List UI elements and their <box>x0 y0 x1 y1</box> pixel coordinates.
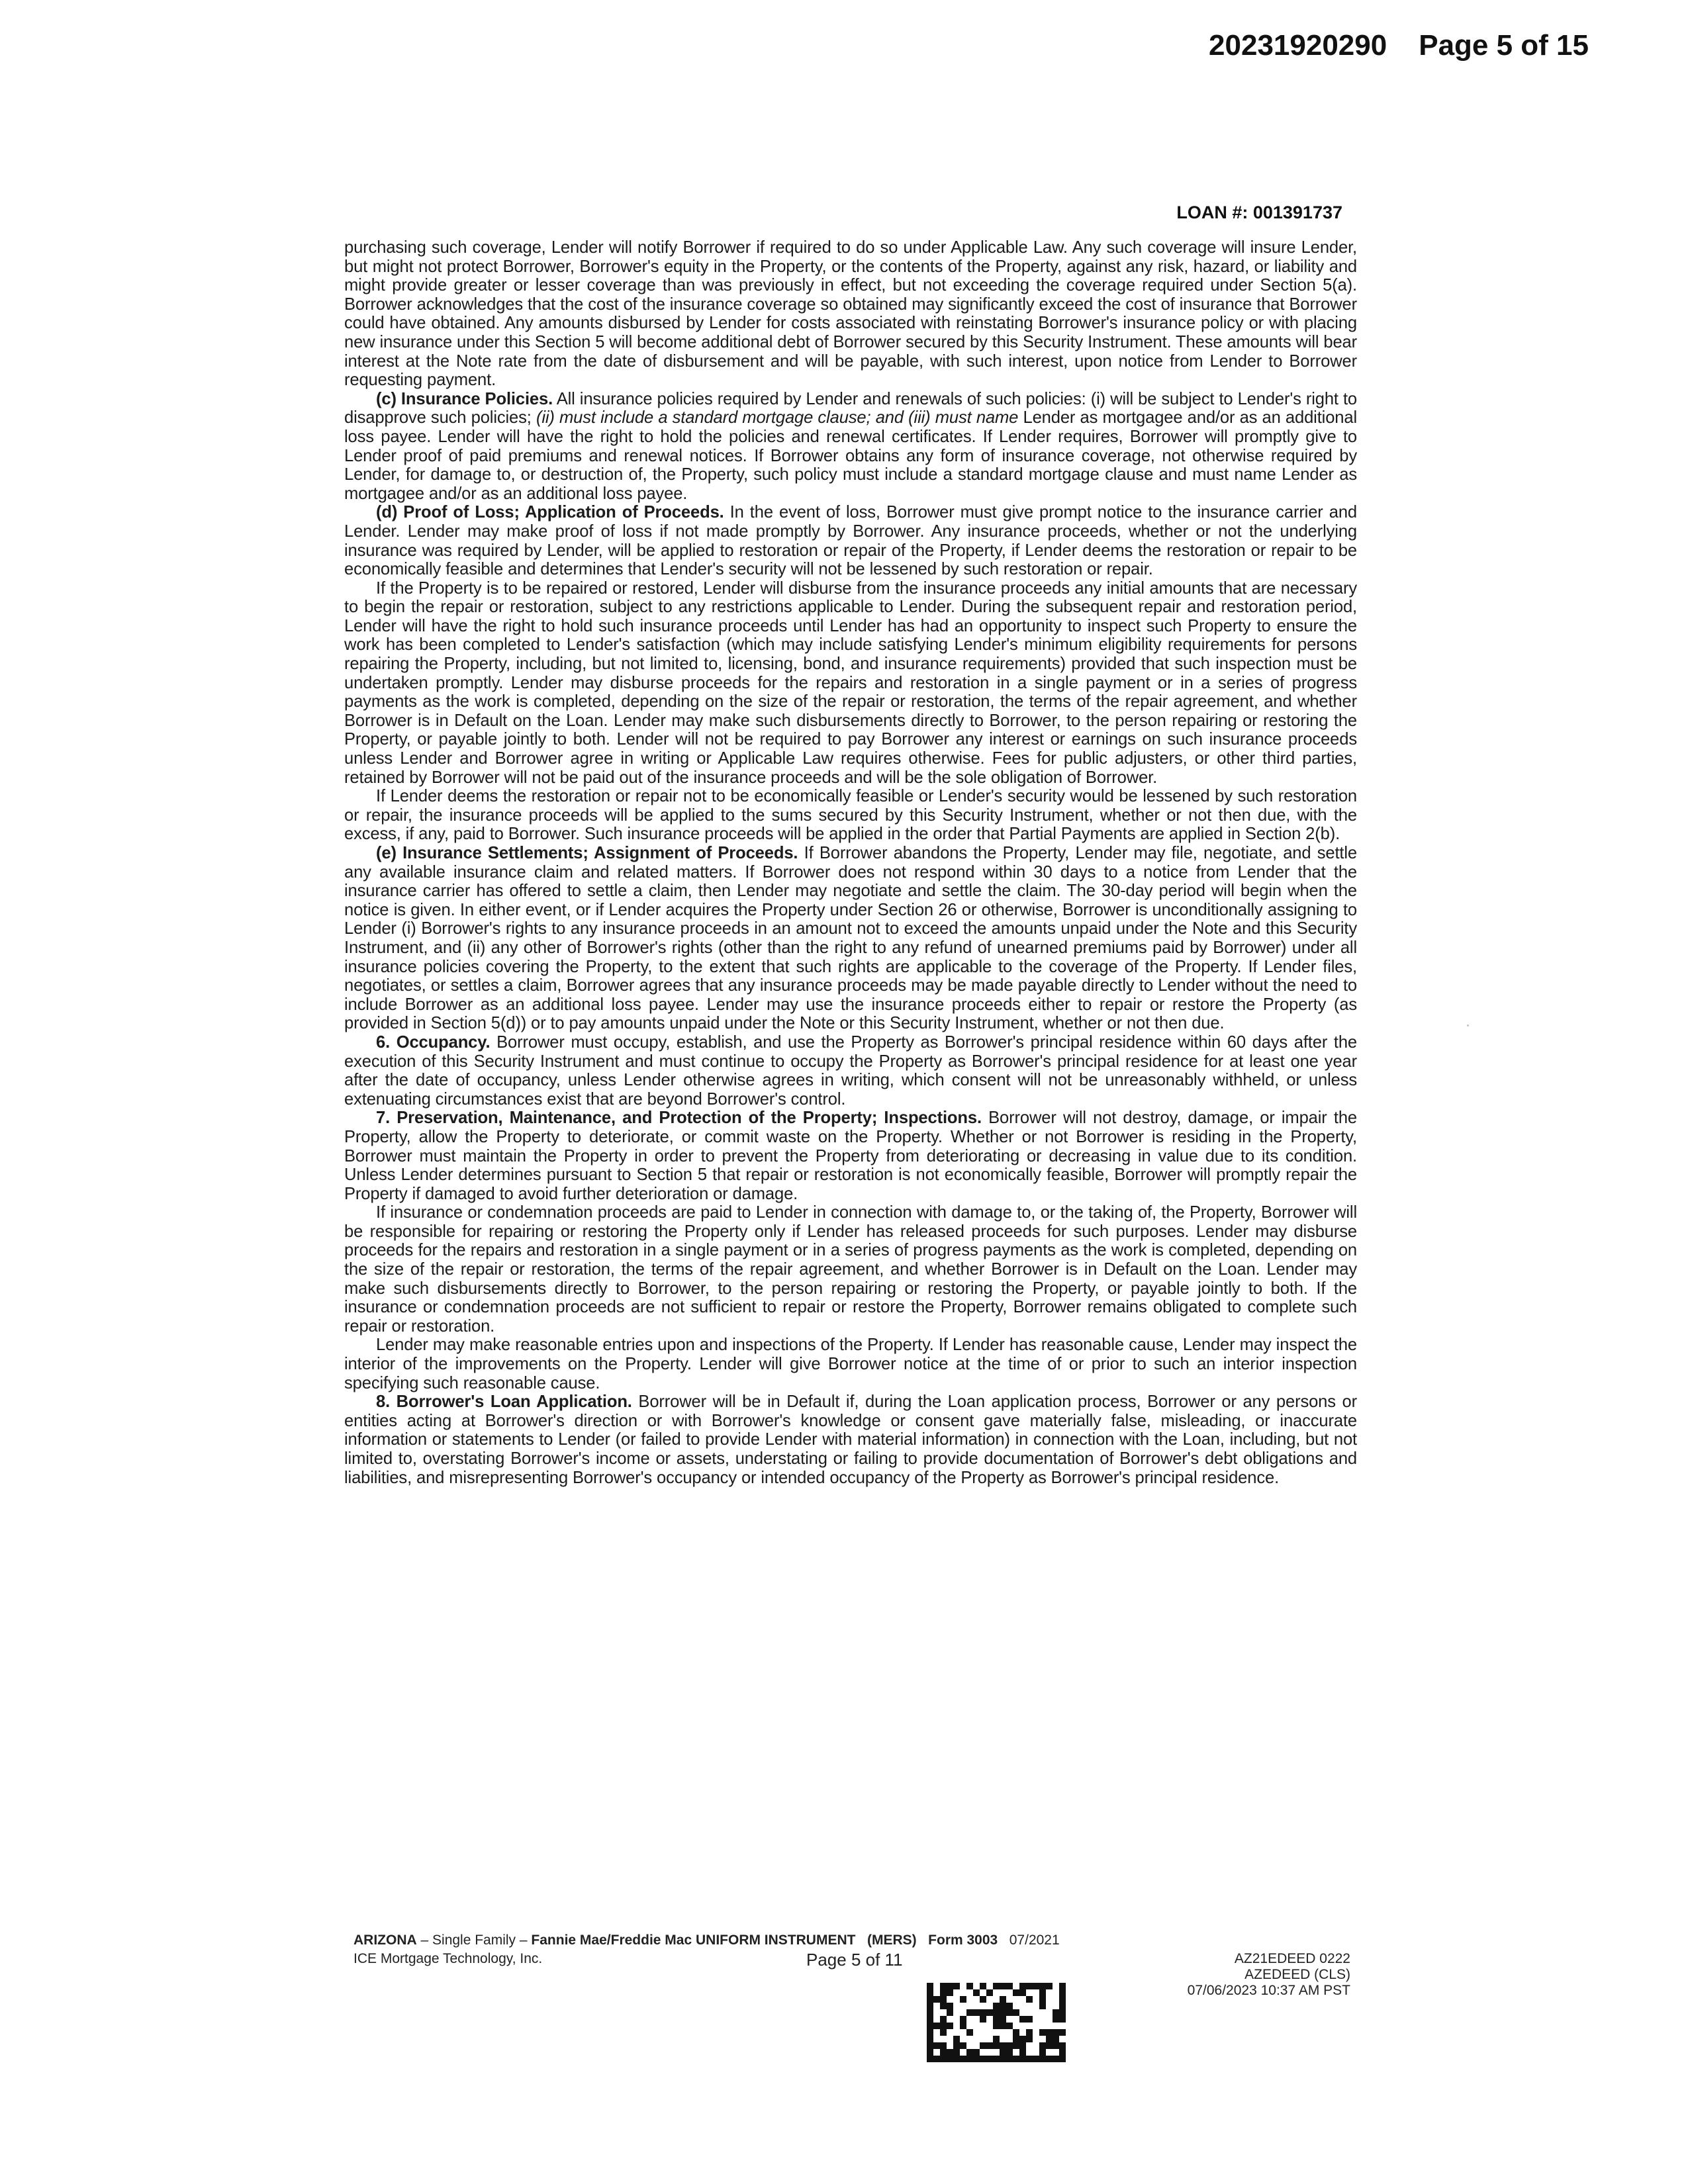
company-name: ICE Mortgage Technology, Inc. <box>353 1951 543 1966</box>
section-7: 7. Preservation, Maintenance, and Protection of the Property; Inspections. Borrower will not destroy, damage, or impair the Property, allow the Property to deteriorate, or commit waste on the Property. Whether or not Borrower is residing in the Property, Borrower must maintain the Property in order to prevent the Property from deteriorating or decreasing in value due to its condition. Unless Lender determines pursuant to Section 5 that repair or restoration is not economically feasible, Borrower will promptly repair the Property if damaged to avoid further deterioration or damage. <box>344 1109 1357 1203</box>
section-heading: (c) Insurance Policies. <box>376 389 553 408</box>
paragraph-condemnation: If insurance or condemnation proceeds are paid to Lender in connection with damage to, or the taking of, the Property, Borrower will be responsible for repairing or restoring the Property only if Lender has released proceeds for such purposes. Lender may disburse proceeds for the repairs and restoration in a single payment or in a series of progress payments as the work is completed, depending on the size of the repair or restoration, the terms of the repair agreement, and whether Borrower is in Default on the Loan. Lender may make such disbursements directly to Borrower, to the person repairing or restoring the Property, or payable jointly to both. If the insurance or condemnation proceeds are not sufficient to repair or restore the Property, Borrower remains obligated to complete such repair or restoration. <box>344 1203 1357 1336</box>
document-body <box>344 238 1357 1487</box>
section-heading: (e) Insurance Settlements; Assignment of Proceeds. <box>376 844 798 862</box>
scan-artifact <box>1467 1024 1469 1026</box>
form-codes: AZ21EDEED 0222 AZEDEED (CLS) 07/06/2023 10:37 AM PST <box>1187 1951 1350 1998</box>
section-6: 6. Occupancy. Borrower must occupy, establish, and use the Property as Borrower's principal residence within 60 days after the execution of this Security Instrument and must continue to occupy the Property as Borrower's principal residence for at least one year after the date of occupancy, unless Lender otherwise agrees in writing, which consent will not be unreasonably withheld, or unless extenuating circumstances exist that are beyond Borrower's control. <box>344 1032 1357 1109</box>
section-5e: (e) Insurance Settlements; Assignment of Proceeds. If Borrower abandons the Property, Lender may file, negotiate, and settle any available insurance claim and related matters. If Borrower does not respond within 30 days to a notice from Lender that the insurance carrier has offered to settle a claim, then Lender may negotiate and settle the claim. The 30-day period will begin when the notice is given. In either event, or if Lender acquires the Property under Section 26 or otherwise, Borrower is unconditionally assigning to Lender (i) Borrower's rights to any insurance proceeds in an amount not to exceed the amounts unpaid under the Note and this Security Instrument, and (ii) any other of Borrower's rights (other than the right to any refund of unearned premiums paid by Borrower) under all insurance policies covering the Property, to the extent that such rights are applicable to the coverage of the Property. If Lender files, negotiates, or settles a claim, Borrower agrees that any insurance proceeds may be made payable directly to Lender without the need to include Borrower as an additional loss payee. Lender may use the insurance proceeds either to repair or restore the Property (as provided in Section 5(d)) or to pay amounts unpaid under the Note or this Security Instrument, whether or not then due. <box>344 844 1357 1033</box>
page-indicator: Page 5 of 15 <box>1419 29 1589 62</box>
paragraph-not-feasible: If Lender deems the restoration or repair not to be economically feasible or Lender's security would be lessened by such restoration or repair, the insurance proceeds will be applied to the sums secured by this Security Instrument, whether or not then due, with the excess, if any, paid to Borrower. Such insurance proceeds will be applied in the order that Partial Payments are applied in Section 2(b). <box>344 787 1357 844</box>
section-heading: 8. Borrower's Loan Application. <box>376 1392 632 1412</box>
form-identifier: ARIZONA – Single Family – Fannie Mae/Freddie Mac UNIFORM INSTRUMENT (MERS) Form 3003 07/2021 <box>353 1933 1060 1948</box>
section-heading: 6. Occupancy. <box>376 1032 491 1052</box>
loan-number: LOAN #: 001391737 <box>1176 203 1342 222</box>
section-heading: (d) Proof of Loss; Application of Proceeds. <box>376 503 724 522</box>
paragraph-inspection: Lender may make reasonable entries upon and inspections of the Property. If Lender has reasonable cause, Lender may inspect the interior of the improvements on the Property. Lender will give Borrower notice at the time of or prior to such an interior inspection specifying such reasonable cause. <box>344 1336 1357 1392</box>
section-5c: (c) Insurance Policies. All insurance policies required by Lender and renewals of such policies: (i) will be subject to Lender's right to disapprove such policies; (ii) must include a standard mortgage clause; and (iii) must name Lender as mortgagee and/or as an additional loss payee. Lender will have the right to hold the policies and renewal certificates. If Lender requires, Borrower will promptly give to Lender proof of paid premiums and renewal notices. If Borrower obtains any form of insurance coverage, not otherwise required by Lender, for damage to, or destruction of, the Property, such policy must include a standard mortgage clause and must name Lender as mortgagee and/or as an additional loss payee. <box>344 389 1357 503</box>
barcode-icon <box>927 1983 1066 2062</box>
recording-header <box>1209 29 1589 62</box>
paragraph-repair: If the Property is to be repaired or restored, Lender will disburse from the insurance proceeds any initial amounts that are necessary to begin the repair or restoration, subject to any restrictions applicable to Lender. During the subsequent repair and restoration period, Lender will have the right to hold such insurance proceeds until Lender has had an opportunity to inspect such Property to ensure the work has been completed to Lender's satisfaction (which may include satisfying Lender's minimum eligibility requirements for persons repairing the Property, including, but not limited to, licensing, bond, and insurance requirements) provided that such inspection must be undertaken promptly. Lender may disburse proceeds for the repairs and restoration in a single payment or in a series of progress payments as the work is completed, depending on the size of the repair or restoration, the terms of the repair agreement, and whether Borrower is in Default on the Loan. Lender may make such disbursements directly to Borrower, to the person repairing or restoring the Property, or payable jointly to both. Lender will not be required to pay Borrower any interest or earnings on such insurance proceeds unless Lender and Borrower agree in writing or Applicable Law requires otherwise. Fees for public adjusters, or other third parties, retained by Borrower will not be paid out of the insurance proceeds and will be the sole obligation of Borrower. <box>344 578 1357 787</box>
document-number: 20231920290 <box>1209 29 1387 62</box>
paragraph-coverage: purchasing such coverage, Lender will notify Borrower if required to do so under Applicable Law. Any such coverage will insure Lender, but might not protect Borrower, Borrower's equity in the Property, or the contents of the Property, against any risk, hazard, or liability and might provide greater or lesser coverage than was previously in effect, but not exceeding the coverage required under Section 5(a). Borrower acknowledges that the cost of the insurance coverage so obtained may significantly exceed the cost of insurance that Borrower could have obtained. Any amounts disbursed by Lender for costs associated with reinstating Borrower's insurance policy or with placing new insurance under this Section 5 will become additional debt of Borrower secured by this Security Instrument. These amounts will bear interest at the Note rate from the date of disbursement and will be payable, with such interest, upon notice from Lender to Borrower requesting payment. <box>344 238 1357 390</box>
section-5d: (d) Proof of Loss; Application of Proceeds. In the event of loss, Borrower must give prompt notice to the insurance carrier and Lender. Lender may make proof of loss if not made promptly by Borrower. Any insurance proceeds, whether or not the underlying insurance was required by Lender, will be applied to restoration or repair of the Property, if Lender deems the restoration or repair to be economically feasible and determines that Lender's security will not be lessened by such restoration or repair. <box>344 503 1357 579</box>
section-heading: 7. Preservation, Maintenance, and Protection of the Property; Inspections. <box>376 1109 982 1128</box>
form-page-number: Page 5 of 11 <box>806 1950 903 1970</box>
section-8: 8. Borrower's Loan Application. Borrower will be in Default if, during the Loan application process, Borrower or any persons or entities acting at Borrower's direction or with Borrower's knowledge or consent gave materially false, misleading, or inaccurate information or statements to Lender (or failed to provide Lender with material information) in connection with the Loan, including, but not limited to, overstating Borrower's income or assets, understating or failing to provide documentation of Borrower's debt obligations and liabilities, and misrepresenting Borrower's occupancy or intended occupancy of the Property as Borrower's principal residence. <box>344 1392 1357 1487</box>
